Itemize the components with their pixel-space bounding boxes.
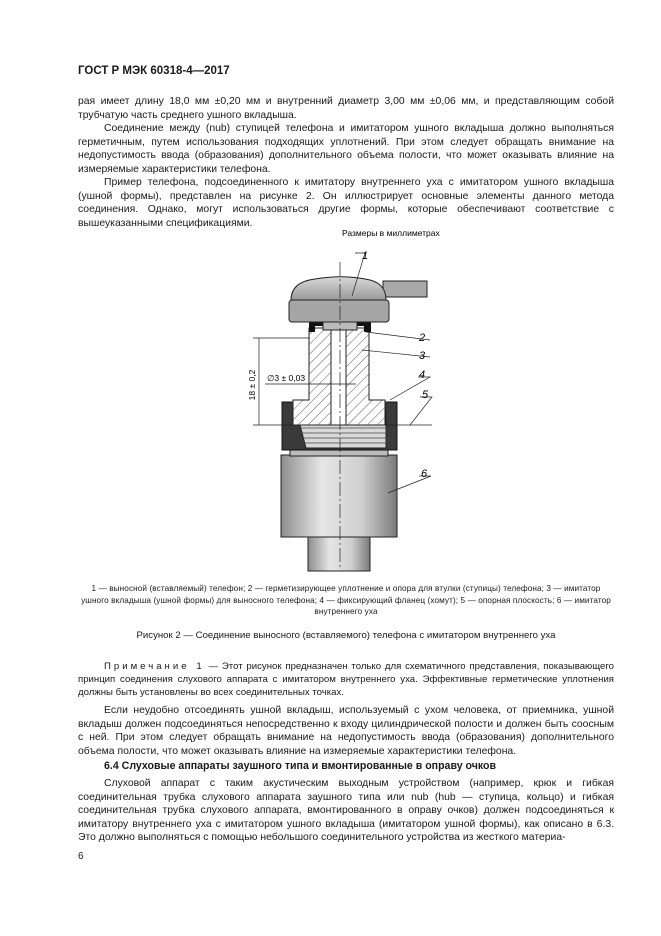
paragraph: рая имеет длину 18,0 мм ±0,20 мм и внутренний диаметр 3,00 мм ±0,06 мм, и представляющим собой трубчатую часть среднего ушного вкладыша.: [78, 96, 614, 121]
label-6: 6: [421, 468, 428, 480]
label-5: 5: [422, 389, 429, 401]
tube: [308, 535, 370, 571]
paragraph: Если неудобно отсоединять ушной вкладыш, используемый с ухом человека, от приемника, ушной вкладыш должен подсоединяться непосредственно к входу цилиндрической полости и должен быть соосным с ней. При этом следует обращать внимание на недопустимость ввода (образования) дополнительного объема полости, что может оказывать влияние на измеряемые характеристики телефона.: [78, 705, 614, 757]
paragraph: Пример телефона, подсоединенного к имитатору внутреннего уха с имитатором ушного вкладыша (ушной формы), представлен на рисунке 2. Он иллюстрирует основные элементы данного метода соединения. Однако, могут использоваться другие формы, которые обеспечивают соответствие с вышеуказанными спецификациями.: [78, 177, 614, 229]
earphone: [291, 277, 386, 300]
earphone-tab: [383, 281, 427, 297]
page-number: 6: [78, 851, 84, 862]
dimension-diameter: ∅3 ± 0,03: [267, 373, 306, 383]
figure-legend: 1 — выносной (вставляемый) телефон; 2 — герметизирующее уплотнение и опора для втулки (ступицы) телефона; 3 — имитатор ушного вкладыша (ушной формы) для выносного телефона; 4 — фиксирующий фланец (хомут); 5 — опорная плоскость; 6 — имитатор внутреннего уха: [81, 584, 611, 616]
units-note: Размеры в миллиметрах: [342, 228, 440, 238]
note-label: Примечание 1: [104, 661, 205, 672]
label-1: 1: [362, 250, 369, 262]
paragraph: Слуховой аппарат с таким акустическим выходным устройством (например, крюк и гибкая соединительная трубка слухового аппарата заушного типа или nub (hub — ступица, кольцо) и гибкая соединительная трубка слухового аппарата, вмонтированного в оправу очков) должен подсоединяться к имитатору внутреннего уха с имитатором ушного вкладыша (имитатором ушной формы), как описано в 6.3. Это должно выполняться с помощью небольшого соединительного устройства из жесткого материа-: [78, 778, 614, 844]
paragraph: Соединение между (nub) ступицей телефона и имитатором ушного вкладыша должно выполняться герметичным, путем использования подходящих уплотнений. При этом следует обращать внимание на недопустимость ввода (образования) дополнительного объема полости, что может оказывать влияние на измеряемые характеристики телефона.: [78, 123, 614, 175]
label-2: 2: [419, 332, 426, 344]
document-header: ГОСТ Р МЭК 60318-4—2017: [78, 65, 230, 77]
figure-caption: Рисунок 2 — Соединение выносного (вставляемого) телефона с имитатором внутреннего уха: [136, 630, 556, 641]
ear-simulator: [281, 455, 397, 537]
note-text: — Этот рисунок предназначен только для схематичного представления, показывающего принцип соединения слухового аппарата с имитатором внутреннего уха. Эффективные герметические уплотнения должны быть установлены во всех соединительных точках.: [78, 661, 615, 698]
note: [78, 660, 614, 699]
dimension-length: 18 ± 0,2: [247, 369, 257, 401]
section-heading: 6.4 Слуховые аппараты заушного типа и вмонтированные в оправу очков: [104, 760, 497, 772]
label-3: 3: [419, 350, 426, 362]
label-4: 4: [419, 369, 426, 381]
